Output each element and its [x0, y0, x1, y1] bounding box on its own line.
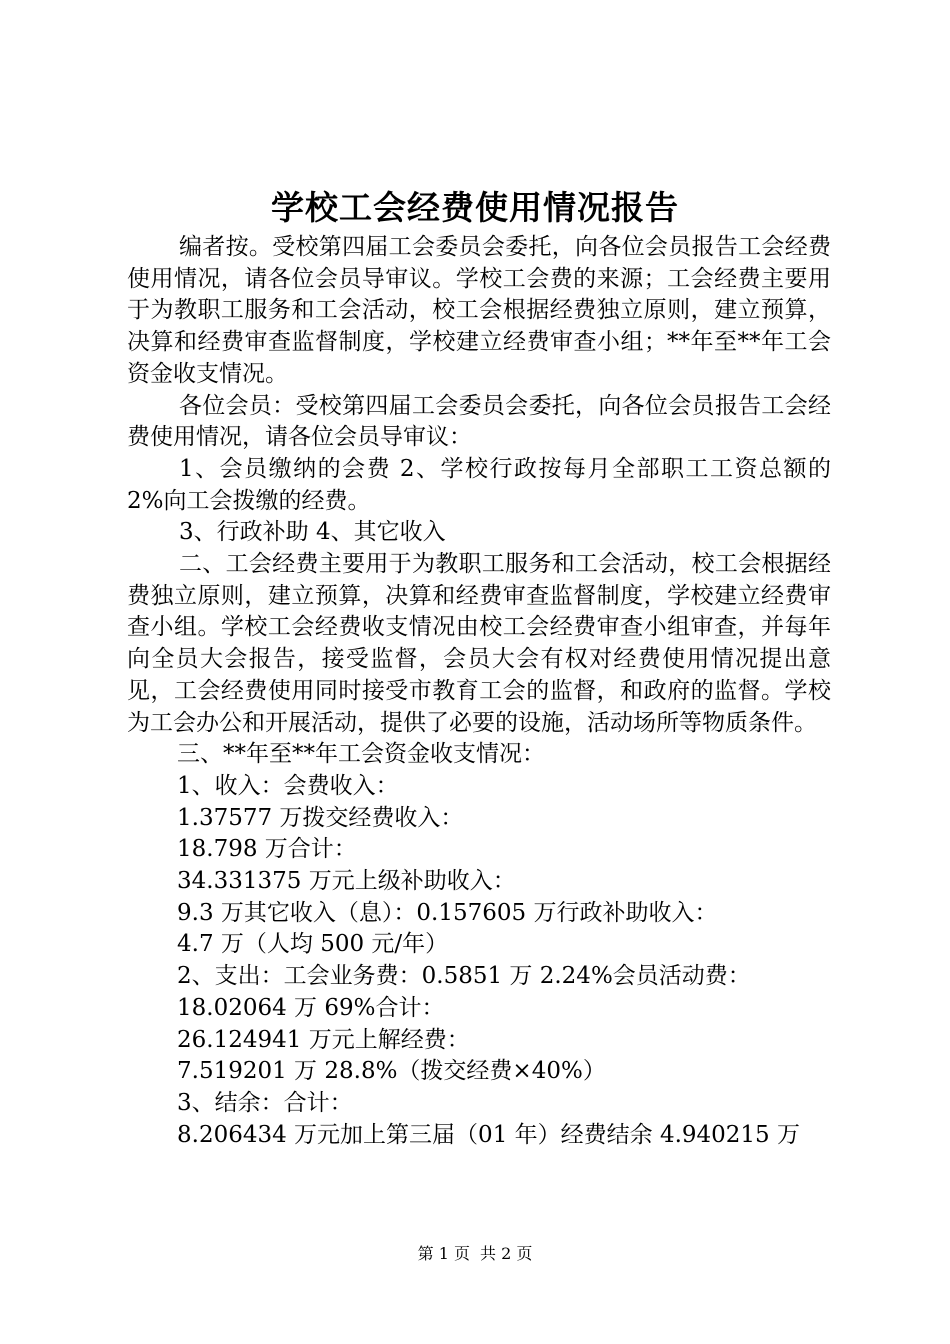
line-expense-1: 18.02064 万 69%合计：: [177, 994, 445, 1021]
paragraph-income-sources-2: 3、行政补助 4、其它收入: [179, 519, 446, 546]
line-section-three: 三、**年至**年工会资金收支情况：: [177, 741, 545, 768]
line-expense-2: 26.124941 万元上解经费：: [177, 1026, 470, 1053]
page-total: 共 2 页: [480, 1244, 533, 1263]
document-body: [127, 232, 831, 1151]
line-income-1: 1.37577 万拨交经费收入：: [177, 804, 464, 831]
paragraph-usage: 二、工会经费主要用于为教职工服务和工会活动，校工会根据经费独立原则，建立预算，决算和经费审查监督制度，学校建立经费审查小组。学校工会经费收支情况由校工会经费审查小组审查，并每年向全员大会报告，接受监督，会员大会有权对经费使用情况提出意见，工会经费使用同时接受市教育工会的监督，和政府的监督。学校为工会办公和开展活动，提供了必要的设施，活动场所等物质条件。: [127, 551, 831, 736]
line-income-5: 4.7 万（人均 500 元/年）: [177, 931, 449, 958]
line-balance-1: 8.206434 万元加上第三届（01 年）经费结余 4.940215 万: [177, 1121, 800, 1148]
line-income-3: 34.331375 万元上级补助收入：: [177, 868, 516, 895]
page-footer: [0, 1244, 950, 1264]
paragraph-income-sources-1: 1、会员缴纳的会费 2、学校行政按每月全部职工工资总额的 2%向工会拨缴的经费。: [127, 455, 831, 514]
paragraph-editor-note: 编者按。受校第四届工会委员会委托，向各位会员报告工会经费使用情况，请各位会员导审议。学校工会费的来源；工会经费主要用于为教职工服务和工会活动，校工会根据经费独立原则，建立预算，决算和经费审查监督制度，学校建立经费审查小组；**年至**年工会资金收支情况。: [127, 234, 831, 387]
line-income-4: 9.3 万其它收入（息）：0.157605 万行政补助收入：: [177, 899, 718, 926]
line-income-2: 18.798 万合计：: [177, 836, 357, 863]
line-balance-heading: 3、结余：合计：: [177, 1089, 353, 1116]
document-title: 学校工会经费使用情况报告: [271, 188, 679, 227]
line-expense-3: 7.519201 万 28.8%（拨交经费×40%）: [177, 1058, 606, 1085]
line-income-heading: 1、收入：会费收入：: [177, 772, 399, 799]
paragraph-greeting: 各位会员：受校第四届工会委员会委托，向各位会员报告工会经费使用情况，请各位会员导审议：: [127, 392, 831, 451]
line-expense-heading: 2、支出：工会业务费：0.5851 万 2.24%会员活动费：: [177, 963, 751, 990]
page-number: 第 1 页: [417, 1244, 470, 1263]
